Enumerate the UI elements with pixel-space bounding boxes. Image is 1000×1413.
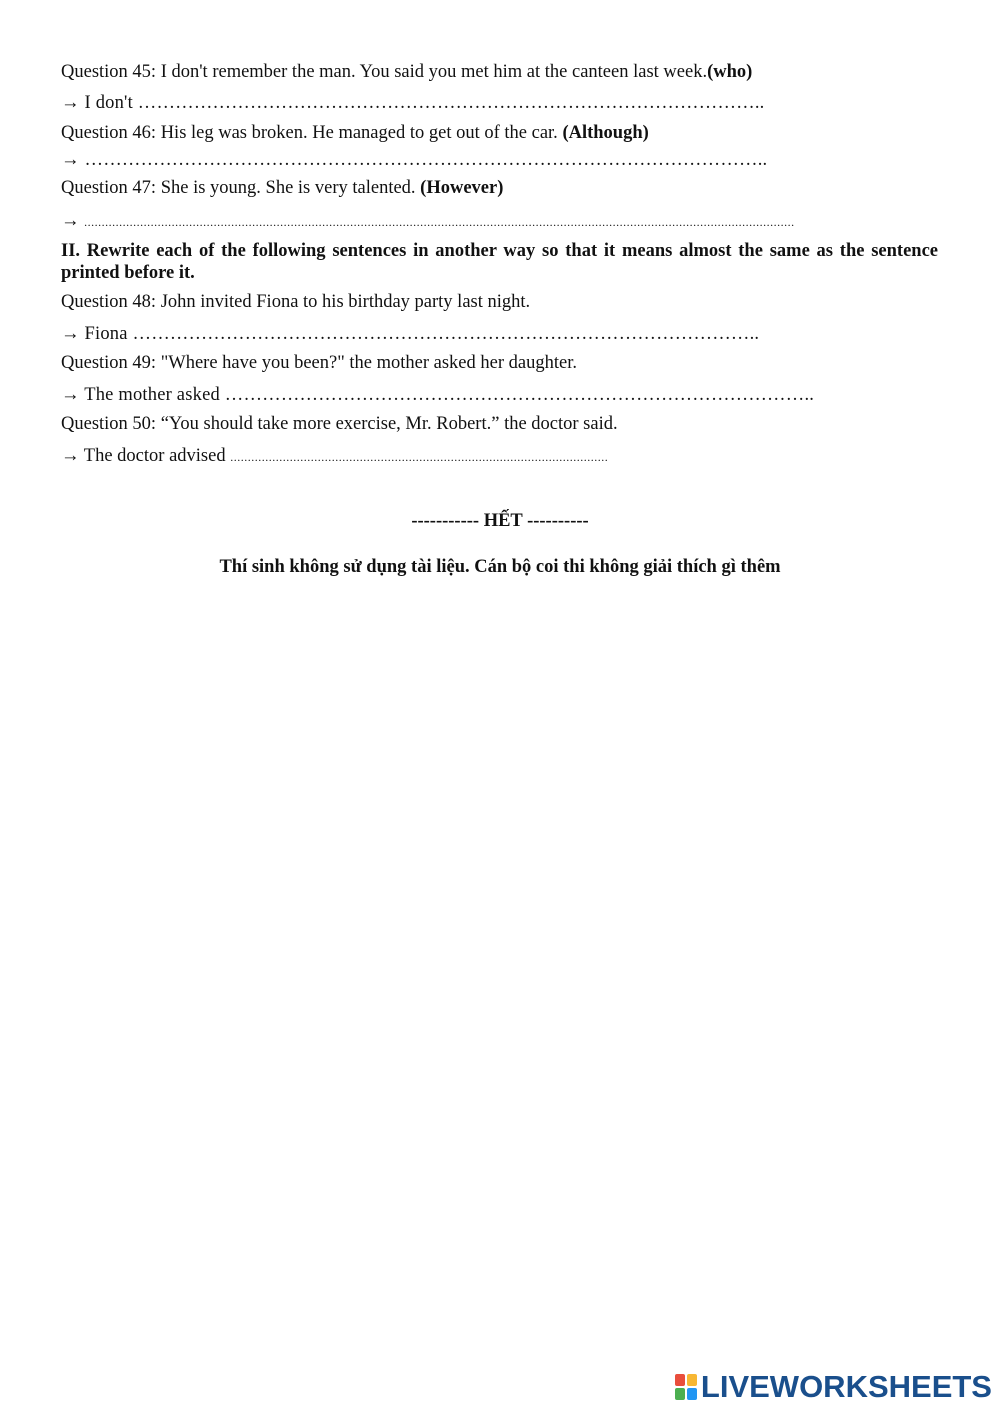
liveworksheets-logo-text: LIVEWORKSHEETS — [700, 1369, 992, 1404]
exam-note: Thí sinh không sử dụng tài liệu. Cán bộ coi thi không giải thích gì thêm — [219, 557, 781, 577]
answer-line-45[interactable]: → I don't ……………………………………………………………………………………….. — [61, 93, 765, 113]
question-47-hint: (However) — [420, 178, 504, 198]
section-2-instructions: II. Rewrite each of the following sentences in another way so that it means almost the same as the sentence printed before it. — [61, 241, 938, 283]
question-50: Question 50: “You should take more exercise, Mr. Robert.” the doctor said. — [61, 414, 618, 434]
answer-line-50[interactable] — [61, 446, 608, 467]
question-47 — [61, 178, 503, 199]
question-48: Question 48: John invited Fiona to his birthday party last night. — [61, 292, 531, 312]
answer-50-prefix: → The doctor advised — [61, 446, 231, 466]
question-49: Question 49: "Where have you been?" the mother asked her daughter. — [61, 353, 577, 373]
question-45 — [61, 62, 752, 83]
answer-47-arrow: → — [61, 211, 85, 231]
liveworksheets-logo-icon — [675, 1374, 697, 1400]
liveworksheets-logo — [675, 1369, 992, 1405]
question-46-prompt: Question 46: His leg was broken. He managed to get out of the car. — [61, 123, 563, 143]
question-45-hint: (who) — [707, 62, 753, 82]
answer-line-46[interactable]: → ……………………………………………………………………………………………….. — [61, 150, 768, 170]
question-46 — [61, 123, 649, 144]
question-45-prompt: Question 45: I don't remember the man. You said you met him at the canteen last week. — [61, 62, 708, 82]
answer-50-dots: ............................................................................................................ — [230, 450, 609, 464]
answer-line-47[interactable] — [61, 211, 795, 232]
answer-47-dots: ........................................................................................................................................................................................................... — [84, 215, 795, 229]
question-46-hint: (Although) — [562, 123, 649, 143]
answer-line-48[interactable]: → Fiona ……………………………………………………………………………………….. — [61, 324, 760, 344]
question-47-prompt: Question 47: She is young. She is very talented. — [61, 178, 421, 198]
end-marker: ----------- HẾT ---------- — [411, 511, 589, 531]
answer-line-49[interactable]: → The mother asked ………………………………………………………………………………….. — [61, 385, 815, 405]
